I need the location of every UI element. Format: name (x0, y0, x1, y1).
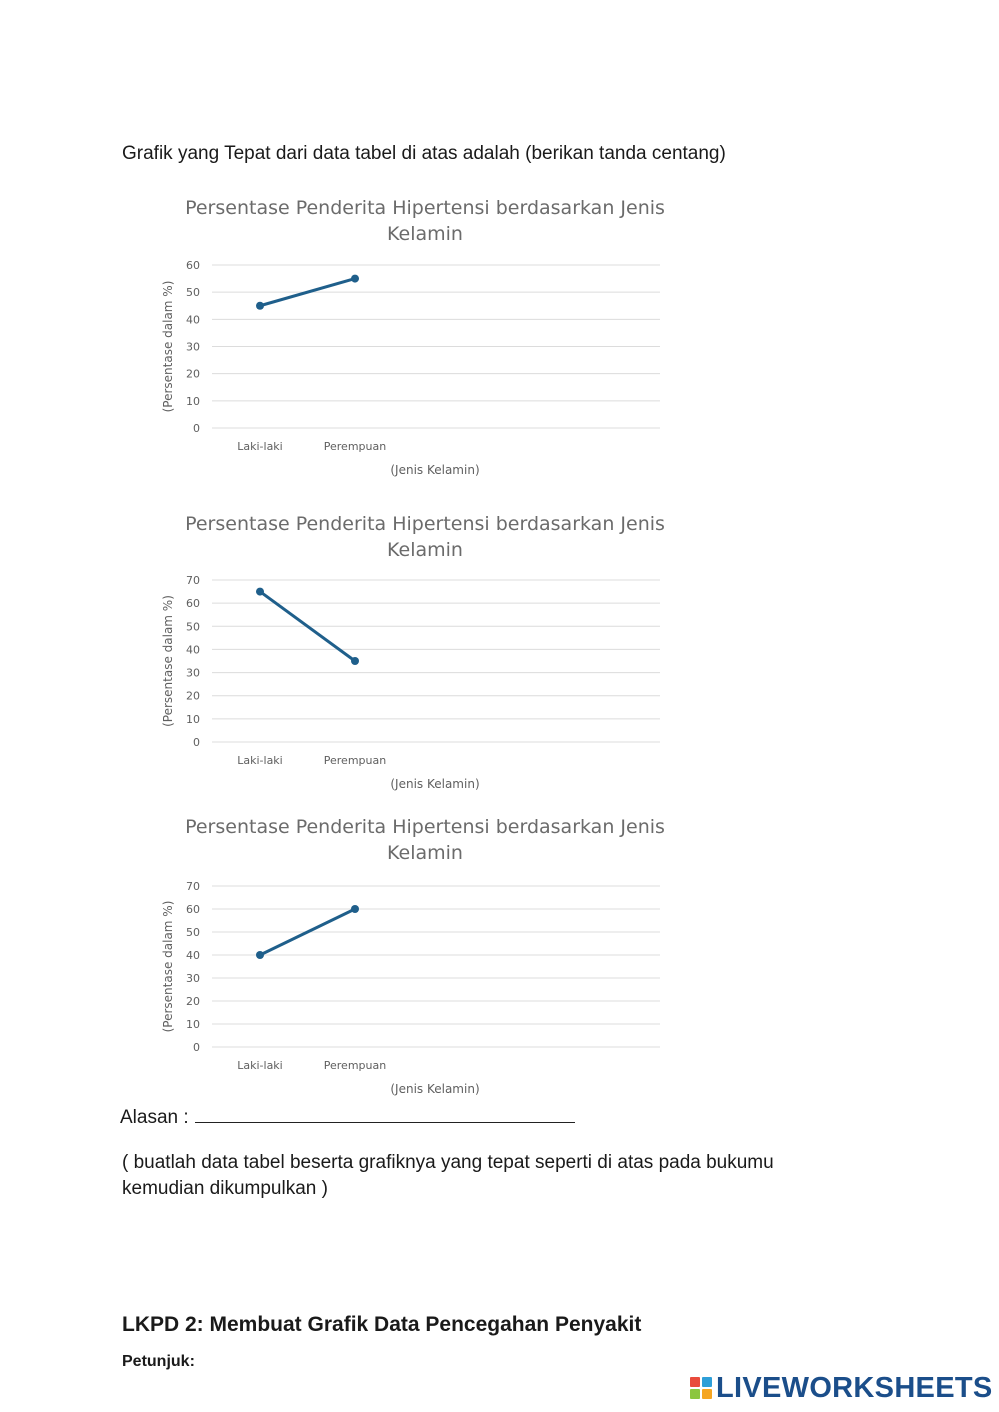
data-point (351, 275, 359, 283)
y-axis-label: (Persentase dalam %) (161, 280, 175, 413)
chart-1[interactable] (150, 190, 680, 490)
y-tick-label: 50 (186, 286, 200, 300)
x-tick-label: Laki-laki (237, 1059, 283, 1072)
y-tick-label: 30 (186, 972, 200, 985)
y-tick-label: 20 (186, 367, 200, 381)
chart-3[interactable] (150, 809, 680, 1109)
x-tick-label: Perempuan (323, 1059, 387, 1072)
chart-title-line2: Kelamin (387, 539, 463, 561)
data-point (256, 302, 264, 310)
data-point (351, 905, 359, 913)
y-tick-label: 30 (186, 666, 200, 680)
chart-title-line2: Kelamin (387, 223, 463, 245)
data-point (351, 657, 359, 665)
y-tick-label: 60 (186, 259, 200, 272)
y-tick-label: 60 (186, 597, 200, 611)
y-axis-label: (Persentase dalam %) (161, 900, 175, 1033)
x-axis-label: (Jenis Kelamin) (390, 1082, 480, 1096)
y-axis-label: (Persentase dalam %) (161, 595, 175, 727)
liveworksheets-logo-icon (690, 1377, 712, 1399)
y-tick-label: 70 (186, 880, 200, 893)
y-tick-label: 10 (186, 712, 200, 726)
chart-title: Persentase Penderita Hipertensi berdasarkan Jenis (185, 197, 665, 219)
chart-title: Persentase Penderita Hipertensi berdasarkan Jenis (185, 816, 665, 838)
chart-2[interactable] (150, 506, 680, 806)
section-title: LKPD 2: Membuat Grafik Data Pencegahan Penyakit (122, 1313, 642, 1336)
intro-text: Grafik yang Tepat dari data tabel di atas adalah (berikan tanda centang) (122, 143, 726, 164)
x-tick-label: Laki-laki (237, 754, 283, 767)
x-axis-label: (Jenis Kelamin) (390, 777, 480, 791)
petunjuk-label: Petunjuk: (122, 1353, 195, 1370)
alasan-row (120, 1104, 575, 1129)
x-tick-label: Perempuan (323, 754, 387, 767)
instruction-note: ( buatlah data tabel beserta grafiknya yang tepat seperti di atas pada bukumu kemudian dikumpulkan ) (122, 1152, 774, 1199)
y-tick-label: 40 (186, 313, 200, 327)
y-tick-label: 0 (193, 1041, 200, 1054)
y-tick-label: 40 (186, 643, 200, 657)
x-tick-label: Perempuan (323, 440, 387, 453)
alasan-label: Alasan : (120, 1107, 189, 1128)
x-axis-label: (Jenis Kelamin) (390, 463, 480, 477)
y-tick-label: 60 (186, 903, 200, 916)
alasan-answer-line[interactable] (195, 1104, 575, 1123)
y-tick-label: 0 (193, 422, 200, 435)
y-tick-label: 50 (186, 620, 200, 634)
y-tick-label: 10 (186, 394, 200, 408)
chart-svg (150, 809, 680, 1109)
chart-title-line2: Kelamin (387, 842, 463, 864)
y-tick-label: 40 (186, 949, 200, 962)
x-tick-label: Laki-laki (237, 440, 283, 453)
chart-svg (150, 506, 680, 806)
y-tick-label: 30 (186, 340, 200, 354)
chart-svg (150, 190, 680, 490)
data-point (256, 951, 264, 959)
liveworksheets-logo[interactable] (690, 1372, 993, 1404)
y-tick-label: 20 (186, 689, 200, 703)
y-tick-label: 10 (186, 1018, 200, 1031)
chart-title: Persentase Penderita Hipertensi berdasarkan Jenis (185, 513, 665, 535)
y-tick-label: 0 (193, 736, 200, 749)
brand-name: LIVEWORKSHEETS (716, 1371, 993, 1404)
y-tick-label: 70 (186, 574, 200, 587)
y-tick-label: 20 (186, 995, 200, 1008)
y-tick-label: 50 (186, 926, 200, 939)
data-point (256, 588, 264, 596)
